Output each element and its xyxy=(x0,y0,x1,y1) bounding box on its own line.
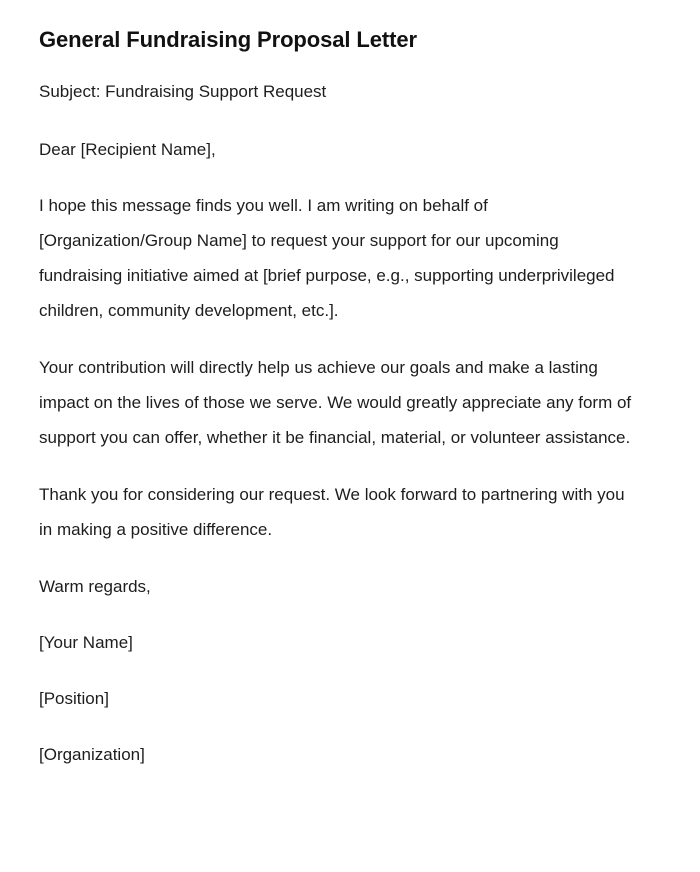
subject-line: Subject: Fundraising Support Request xyxy=(39,81,327,101)
page-title: General Fundraising Proposal Letter xyxy=(39,27,417,52)
body-paragraph-2: Your contribution will directly help us achieve our goals and make a lasting impact on the lives of those we serve. We would greatly appreciate any form of support you can offer, whether it be financial, material, or volunteer assistance. xyxy=(39,357,636,447)
body-paragraph-1: I hope this message finds you well. I am writing on behalf of [Organization/Group Name] to request your support for our upcoming fundraising initiative aimed at [brief purpose, e.g., supporting underprivileged children, community development, etc.]. xyxy=(39,195,620,320)
salutation: Dear [Recipient Name], xyxy=(39,139,216,159)
signature-name: [Your Name] xyxy=(39,632,133,652)
signature-position: [Position] xyxy=(39,688,109,708)
body-paragraph-3: Thank you for considering our request. We look forward to partnering with you in making a positive difference. xyxy=(39,484,630,539)
closing-line: Warm regards, xyxy=(39,576,151,596)
letter-body xyxy=(39,74,639,772)
signature-organization: [Organization] xyxy=(39,744,145,764)
